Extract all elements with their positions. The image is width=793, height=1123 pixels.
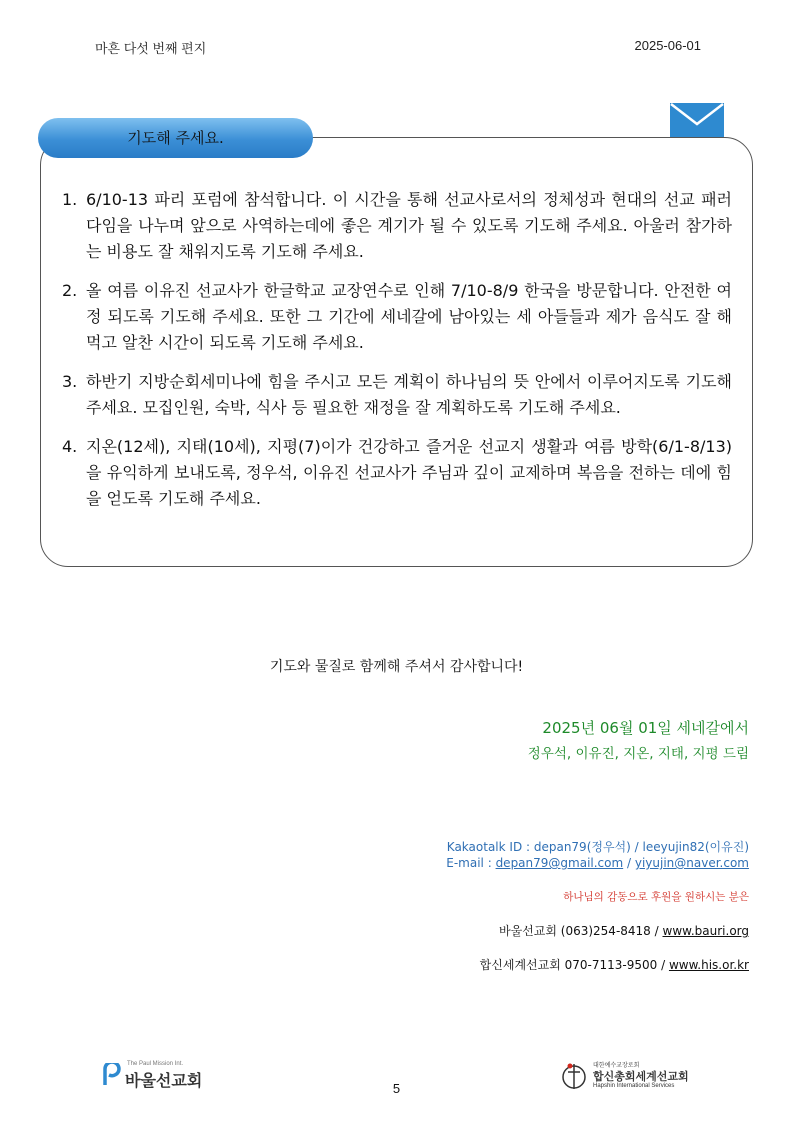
support-note: 하나님의 감동으로 후원을 원하시는 분은 — [563, 891, 749, 903]
page-number: 5 — [392, 1081, 401, 1096]
email-link-1[interactable]: depan79@gmail.com — [495, 856, 624, 870]
hapshin-seal-icon — [560, 1062, 588, 1090]
church-bauri-text: 바울선교회 (063)254-8418 / — [499, 924, 663, 938]
prayer-item — [62, 369, 732, 421]
prayer-item-number: 2. — [62, 281, 78, 300]
thanks-message: 기도와 물질로 함께해 주셔서 감사합니다! — [269, 659, 524, 675]
logo-right-english: Hapshin International Services — [593, 1083, 675, 1089]
email-label: E-mail : — [446, 856, 496, 870]
church-his-text: 합신세계선교회 070-7113-9500 / — [479, 958, 669, 972]
church-contact-his — [480, 956, 749, 973]
email-link-2[interactable]: yiyujin@naver.com — [634, 856, 749, 870]
letter-date: 2025-06-01 — [634, 38, 701, 53]
kakaotalk-id: Kakaotalk ID : depan79(정우석) / leeyujin82(이유진) — [446, 840, 749, 854]
church-contact-bauri — [499, 922, 749, 939]
prayer-item — [62, 434, 732, 512]
prayer-item-text: 지온(12세), 지태(10세), 지평(7)이가 건강하고 즐거운 선교지 생활과 여름 방학(6/1-8/13)을 유익하게 보내도록, 정우석, 이유진 선교사가 주님과 깊이 교제하며 복음을 전하는 데에 힘을 얻도록 기도해 주세요. — [86, 437, 732, 508]
logo-right-caption: 대한예수교장로회 — [593, 1062, 640, 1069]
logo-left-caption: The Paul Mission Int. — [127, 1061, 184, 1067]
signature-date-place: 2025년 06월 01일 세네갈에서 — [542, 719, 749, 737]
prayer-item-number: 4. — [62, 437, 78, 456]
prayer-item — [62, 278, 732, 356]
email-line — [446, 856, 749, 870]
prayer-list — [62, 187, 732, 525]
letter-title: 마흔 다섯 번째 편지 — [95, 41, 207, 56]
prayer-item-text: 하반기 지방순회세미나에 힘을 주시고 모든 계획이 하나님의 뜻 안에서 이루어지도록 기도해 주세요. 모집인원, 숙박, 식사 등 필요한 재정을 잘 계획하도록 기도해 주세요. — [86, 372, 732, 417]
bauri-website-link[interactable]: www.bauri.org — [662, 924, 749, 938]
prayer-heading: 기도해 주세요. — [127, 129, 224, 147]
envelope-icon — [670, 103, 724, 137]
logo-right-name: 합신총회세계선교회 — [593, 1070, 689, 1083]
hapshin-logo — [560, 1058, 710, 1094]
prayer-item-number: 3. — [62, 372, 78, 391]
email-separator: / — [623, 856, 635, 870]
signature-names: 정우석, 이유진, 지온, 지태, 지평 드림 — [527, 746, 749, 762]
prayer-item-text: 올 여름 이유진 선교사가 한글학교 교장연수로 인해 7/10-8/9 한국을 방문합니다. 안전한 여정 되도록 기도해 주세요. 또한 그 기간에 세네갈에 남아있는 세 아들들과 제가 음식도 잘 해 먹고 알찬 시간이 되도록 기도해 주세요. — [86, 281, 732, 352]
his-website-link[interactable]: www.his.or.kr — [668, 958, 749, 972]
prayer-heading-pill — [38, 118, 313, 158]
prayer-item-text: 6/10-13 파리 포럼에 참석합니다. 이 시간을 통해 선교사로서의 정체성과 현대의 선교 패러다임을 나누며 앞으로 사역하는데에 좋은 계기가 될 수 있도록 기도해 주세요. 아울러 참가하는 비용도 잘 채워지도록 기도해 주세요. — [86, 190, 732, 261]
prayer-item — [62, 187, 732, 265]
logo-left-name: 바울선교회 — [125, 1071, 203, 1090]
prayer-item-number: 1. — [62, 190, 78, 209]
